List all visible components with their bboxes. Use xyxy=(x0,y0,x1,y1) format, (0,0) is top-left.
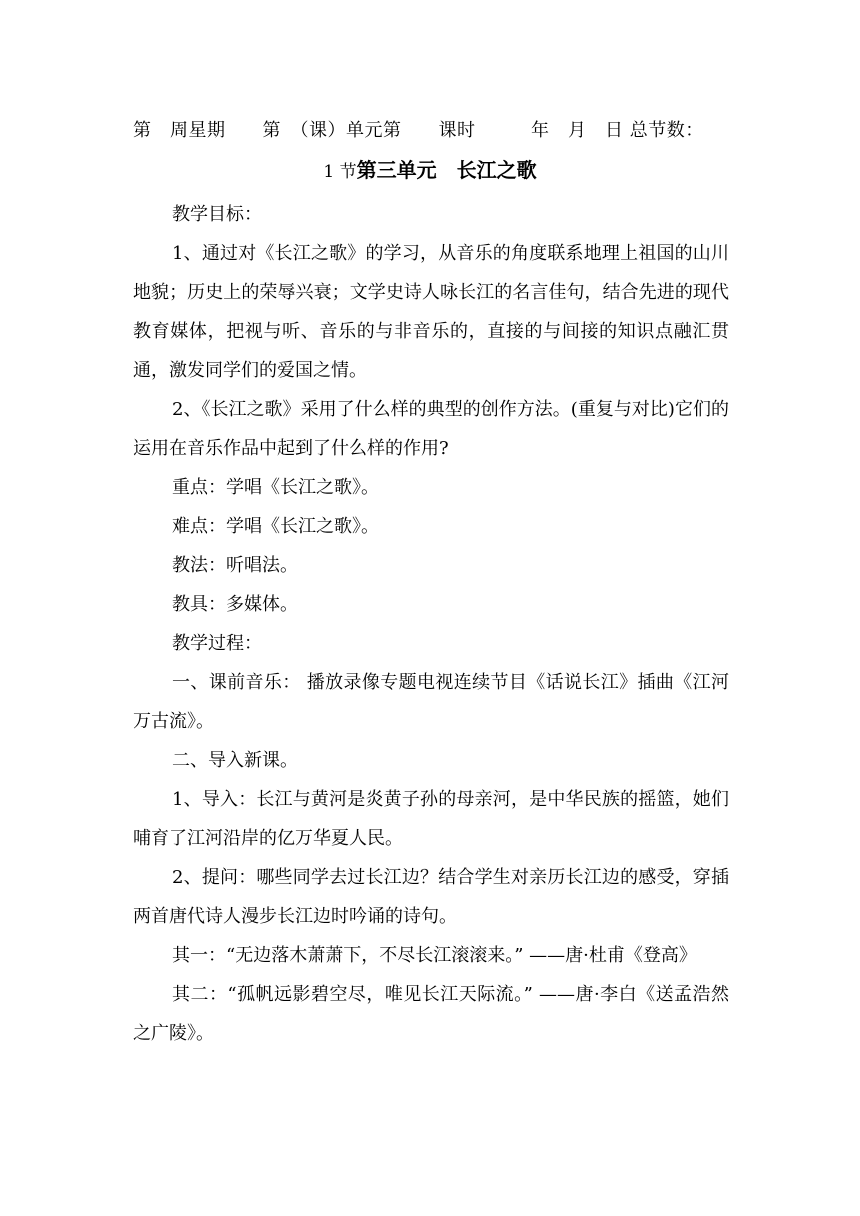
objective-1: 1、通过对《长江之歌》的学习，从音乐的角度联系地理上祖国的山川地貌；历史上的荣辱兴衰；文学史诗人咏长江的名言佳句，结合先进的现代教育媒体，把视与听、音乐的与非音乐的，直接的与间接的知识点融汇贯通，激发同学们的爱国之情。 xyxy=(133,243,729,381)
intro-item-2: 2、提问：哪些同学去过长江边？结合学生对亲历长江边的感受，穿插两首唐代诗人漫步长江边时吟诵的诗句。 xyxy=(133,867,729,927)
difficult-point: 难点：学唱《长江之歌》。 xyxy=(172,516,379,537)
step-pre-class-music: 一、课前音乐： 播放录像专题电视连续节目《话说长江》插曲《江河万古流》。 xyxy=(133,672,729,732)
heading-objectives: 教学目标： xyxy=(172,204,262,225)
objective-2: 2、《长江之歌》采用了什么样的典型的创作方法。(重复与对比)它们的运用在音乐作品中起到了什么样的作用? xyxy=(133,399,729,459)
poem-1: 其一：“无边落木萧萧下，不尽长江滚滚来。” ——唐·杜甫《登高》 xyxy=(172,945,697,966)
lesson-title xyxy=(0,156,860,186)
teaching-method: 教法：听唱法。 xyxy=(172,555,298,576)
schedule-header: 第 周星期 第 （课）单元第 课时 年 月 日 总节数： xyxy=(133,120,704,141)
lesson-number: 1 节 xyxy=(323,162,357,182)
unit-title: 第三单元 长江之歌 xyxy=(356,158,537,182)
heading-process: 教学过程： xyxy=(172,633,262,654)
intro-item-1: 1、导入：长江与黄河是炎黄子孙的母亲河，是中华民族的摇篮，她们哺育了江河沿岸的亿万华夏人民。 xyxy=(133,789,729,849)
teaching-aids: 教具：多媒体。 xyxy=(172,594,298,615)
lesson-body xyxy=(133,195,729,1053)
poem-2: 其二：“孤帆远影碧空尽，唯见长江天际流。” ——唐·李白《送孟浩然之广陵》。 xyxy=(133,984,729,1044)
key-point: 重点：学唱《长江之歌》。 xyxy=(172,477,379,498)
step-introduce-lesson: 二、导入新课。 xyxy=(172,750,298,771)
